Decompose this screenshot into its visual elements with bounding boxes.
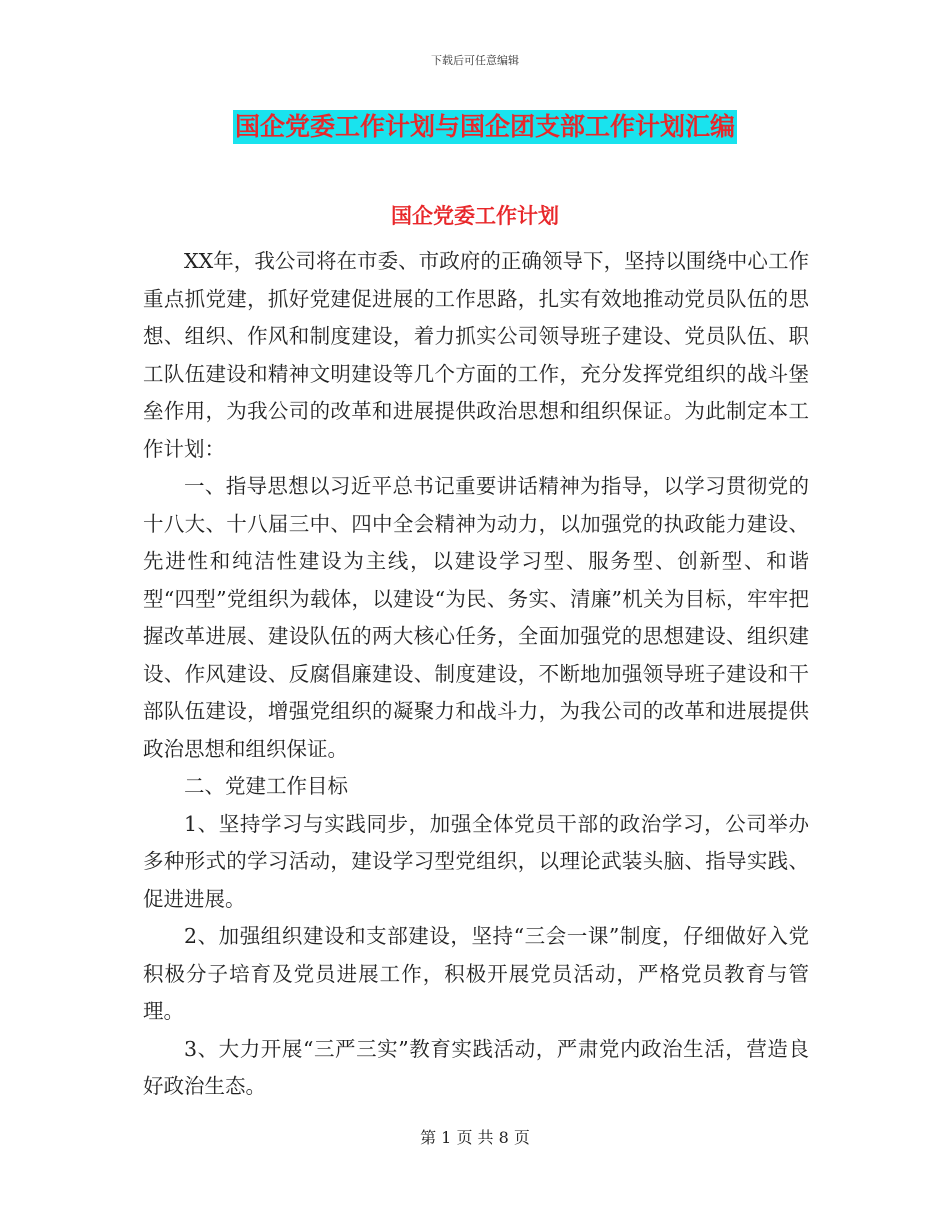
page-number: 第 1 页 共 8 页	[420, 1128, 530, 1147]
paragraph-goal-1: 1、坚持学习与实践同步，加强全体党员干部的政治学习，公司举办多种形式的学习活动，建设学习型党组织，以理论武装头脑、指导实践、促进进展。	[143, 811, 809, 911]
document-body	[143, 243, 809, 1106]
paragraph-goal-2: 2、加强组织建设和支部建设，坚持“三会一课”制度，仔细做好入党积极分子培育及党员进展工作，积极开展党员活动，严格党员教育与管理。	[143, 924, 809, 1023]
paragraph-guiding-ideology: 一、指导思想以习近平总书记重要讲话精神为指导，以学习贯彻党的十八大、十八届三中、四中全会精神为动力，以加强党的执政能力建设、先进性和纯洁性建设为主线，以建设学习型、服务型、创新型、和谐型“四型”党组织为载体，以建设“为民、务实、清廉”机关为目标，牢牢把握改革进展、建设队伍的两大核心任务，全面加强党的思想建设、组织建设、作风建设、反腐倡廉建设、制度建设，不断地加强领导班子建设和干部队伍建设，增强党组织的凝聚力和战斗力，为我公司的改革和进展提供政治思想和组织保证。	[143, 474, 809, 761]
section-title: 国企党委工作计划	[391, 204, 559, 228]
header-note: 下载后可任意编辑	[431, 54, 519, 67]
document-title: 国企党委工作计划与国企团支部工作计划汇编	[233, 110, 737, 144]
paragraph-intro: XX年，我公司将在市委、市政府的正确领导下，坚持以围绕中心工作重点抓党建，抓好党建促进展的工作思路，扎实有效地推动党员队伍的思想、组织、作风和制度建设，着力抓实公司领导班子建设、党员队伍、职工队伍建设和精神文明建设等几个方面的工作，充分发挥党组织的战斗堡垒作用，为我公司的改革和进展提供政治思想和组织保证。为此制定本工作计划：	[143, 249, 809, 461]
paragraph-goal-3: 3、大力开展“三严三实”教育实践活动，严肃党内政治生活，营造良好政治生态。	[143, 1036, 809, 1098]
paragraph-goals-heading: 二、党建工作目标	[184, 774, 348, 798]
